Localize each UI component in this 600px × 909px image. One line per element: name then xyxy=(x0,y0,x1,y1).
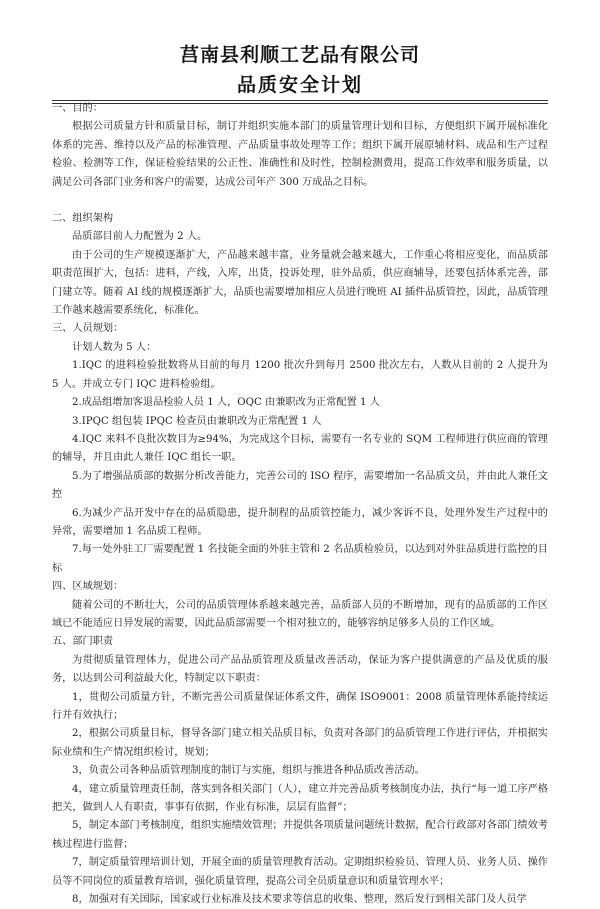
list-item: 4，建立质量管理责任制，落实到各相关部门（人），建立并完善品质考核制度办法，执行“每一道工序严格把关，做到人人有职责，事事有依据，作业有标准，层层有监督”； xyxy=(52,783,548,814)
section-heading-organization: 二、组织架构 xyxy=(52,213,114,225)
list-item: 4.IQC 来料不良批次数目为≥94%，为完成这个目标，需要有一名专业的 SQM 工程师进行供应商的管理的辅导，并且由此人兼任 IQC 组长一职。 xyxy=(52,433,548,464)
list-item: 3，负责公司各种品质管理制度的制订与实施，组织与推进各种品质改善活动。 xyxy=(72,765,425,777)
list-item: 8，加强对有关国际，国家或行业标准及技术要求等信息的收集、整理，然后发行到相关部门及人员学 xyxy=(72,894,527,906)
document-body xyxy=(52,100,548,909)
paragraph: 为贯彻质量管理体力，促进公司产品品质管理及质量改善活动，保证为客户提供满意的产品及优质的服务，以达到公司利益最大化，特制定以下职责： xyxy=(52,654,548,685)
paragraph: 品质部目前人力配置为 2 人。 xyxy=(72,231,208,243)
paragraph: 由于公司的生产规模逐渐扩大，产品越来越丰富，业务量就会越来越大，工作重心将相应变化，而品质部职责范围扩大，包括：进料，产线，入库，出货，投诉处理，驻外品质，供应商辅导，还要包括体系完善，部门建立等。随着 AI 线的规模逐渐扩大，品质也需要增加相应人员进行晚班 AI 插件品质管控，因此，品质管理工作越来越需要系统化，标准化。 xyxy=(52,249,548,317)
list-item: 5.为了增强品质部的数据分析改善能力，完善公司的 ISO 程序，需要增加一名品质文员，并由此人兼任文控 xyxy=(52,470,548,501)
list-item: 3.IPQC 组包装 IPQC 检查员由兼职改为正常配置 1 人 xyxy=(72,415,322,427)
document-title: 品质安全计划 xyxy=(236,74,363,96)
paragraph: 随着公司的不断壮大，公司的品质管理体系越来越完善，品质部人员的不断增加，现有的品质部的工作区域已不能适应日异发展的需要，因此品质部需要一个相对独立的，能够容纳足够多人员的工作区域。 xyxy=(52,599,548,629)
section-heading-responsibilities: 五、部门职责 xyxy=(52,636,114,648)
list-item: 7.每一处外驻工厂需要配置 1 名技能全面的外驻主管和 2 名品质检验员，以达到对外驻品质进行监控的目标 xyxy=(52,544,548,574)
section-heading-area: 四、区域规划： xyxy=(52,581,124,593)
list-item: 2.成品组增加客退品检验人员 1 人，OQC 由兼职改为正常配置 1 人 xyxy=(72,397,380,409)
paragraph: 计划人数为 5 人： xyxy=(72,341,157,353)
section-heading-staffing: 三、人员规划： xyxy=(52,323,124,335)
paragraph: 根据公司质量方针和质量目标，制订并组织实施本部门的质量管理计划和目标，方便组织下属开展标准化体系的完善、维持以及产品的标准管理、产品质量事故处理等工作；组织下属开展原辅材料、成品和生产过程检验、检测等工作，保证检验结果的公正性、准确性和及时性，控制检测费用，提高工作效率和服务质量，以满足公司各部门业务和客户的需要，达成公司年产 300 万成品之目标。 xyxy=(52,121,548,188)
list-item: 1，贯彻公司质量方针，不断完善公司质量保证体系文件，确保 ISO9001：2008 质量管理体系能持续运行并有效执行； xyxy=(52,691,548,721)
list-item: 5，制定本部门考核制度，组织实施绩效管理；并提供各项质量问题统计数据，配合行政部对各部门绩效考核过程进行监督； xyxy=(52,820,548,850)
list-item: 2，根据公司质量目标，督导各部门建立相关品质目标，负责对各部门的品质管理工作进行评估，并根据实际业绩和生产情况组织检讨，规划； xyxy=(52,728,548,758)
company-name: 莒南县利顺工艺品有限公司 xyxy=(179,44,420,66)
section-heading-purpose: 一、目的： xyxy=(52,103,103,114)
list-item: 7，制定质量管理培训计划，开展全面的质量管理教育活动。定期组织检验员、管理人员、业务人员、操作员等不同岗位的质量教育培训，强化质量管理，提高公司全员质量意识和质量管理水平； xyxy=(52,857,548,887)
list-item: 1.IQC 的进料检验批数将从目前的每月 1200 批次升到每月 2500 批次左右，人数从目前的 2 人提升为 5 人。并成立专门 IQC 进料检验组。 xyxy=(52,360,548,390)
list-item: 6.为减少产品开发中存在的品质隐患，提升制程的品质管控能力，减少客诉不良，处理外发生产过程中的异常，需要增加 1 名品质工程师。 xyxy=(52,507,548,537)
